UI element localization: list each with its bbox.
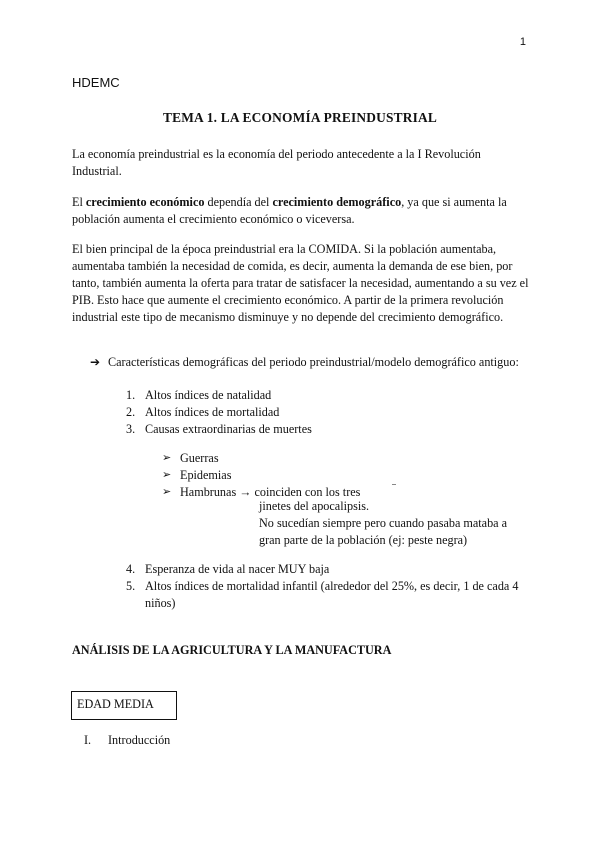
list-number: 2. bbox=[126, 405, 136, 419]
characteristics-item bbox=[90, 354, 540, 371]
arrow-bullet-icon: ➔ bbox=[90, 355, 101, 369]
arrowhead-bullet-icon: ➢ bbox=[162, 469, 172, 481]
text-run: El bbox=[72, 195, 86, 209]
list-text: Epidemias bbox=[180, 468, 232, 482]
list-text: Causas extraordinarias de muertes bbox=[145, 422, 312, 436]
intro-line: La economía preindustrial es la economía del periodo antecedente a la I Revolución bbox=[72, 147, 481, 161]
roman-text: Introducción bbox=[108, 733, 171, 747]
growth-paragraph bbox=[72, 194, 530, 228]
roman-numeral: I. bbox=[84, 733, 92, 747]
stray-mark bbox=[392, 484, 396, 485]
list-item bbox=[126, 387, 526, 404]
note-line: jinetes del apocalipsis. bbox=[259, 499, 369, 513]
food-paragraph bbox=[72, 241, 542, 326]
arrowhead-bullet-icon: ➢ bbox=[162, 486, 172, 498]
right-arrow-icon: → bbox=[239, 485, 252, 499]
arrowhead-bullet-icon: ➢ bbox=[162, 452, 172, 464]
food-line: industrial este tipo de mecanismo disminuye y no depende del crecimiento demográfico. bbox=[72, 310, 504, 324]
growth-line bbox=[72, 194, 530, 211]
document-code: HDEMC bbox=[72, 75, 120, 90]
hambrunas-note: coinciden con los tres bbox=[254, 485, 361, 499]
intro-line: Industrial. bbox=[72, 164, 122, 178]
text-run: , ya que si aumenta la bbox=[401, 195, 507, 209]
food-line: PIB. Esto hace que aumente el crecimiento económico. A partir de la primera revolución bbox=[72, 293, 504, 307]
characteristics-label: Características demográficas del periodo preindustrial/modelo demográfico antiguo: bbox=[108, 355, 519, 369]
list-text: Altos índices de mortalidad infantil (alrededor del 25%, es decir, 1 de cada 4 bbox=[145, 579, 519, 593]
food-line: aumentaba también la necesidad de comida, es decir, aumenta la demanda de ese bien, por bbox=[72, 259, 513, 273]
food-line: tanto, también aumenta la oferta para tratar de satisfacer la necesidad, aumentando a su vez el bbox=[72, 276, 529, 290]
food-line: El bien principal de la época preindustrial era la COMIDA. Si la población aumentaba, bbox=[72, 242, 497, 256]
hambrunas-note-continued bbox=[259, 498, 519, 549]
note-line: No sucedían siempre pero cuando pasaba mataba a bbox=[259, 516, 508, 530]
list-item bbox=[162, 467, 522, 484]
list-text: Esperanza de vida al nacer MUY baja bbox=[145, 562, 330, 576]
list-number: 3. bbox=[126, 422, 136, 436]
list-text: Altos índices de mortalidad bbox=[145, 405, 280, 419]
text-run: dependía del bbox=[204, 195, 273, 209]
bold-term: crecimiento económico bbox=[85, 195, 205, 209]
list-item bbox=[162, 450, 522, 467]
growth-line: población aumenta el crecimiento económico o viceversa. bbox=[72, 212, 355, 226]
list-text: Guerras bbox=[180, 451, 219, 465]
list-text: Altos índices de natalidad bbox=[145, 388, 272, 402]
section-heading: ANÁLISIS DE LA AGRICULTURA Y LA MANUFACTURA bbox=[72, 643, 392, 657]
list-text: niños) bbox=[145, 596, 176, 610]
bold-term: crecimiento demográfico bbox=[272, 195, 402, 209]
note-line: gran parte de la población (ej: peste negra) bbox=[259, 533, 468, 547]
numbered-list bbox=[126, 387, 526, 438]
list-text: Hambrunas bbox=[180, 485, 237, 499]
roman-list-item bbox=[84, 732, 170, 749]
list-number: 1. bbox=[126, 388, 136, 402]
list-item bbox=[126, 404, 526, 421]
list-item bbox=[126, 578, 526, 612]
edad-media-box bbox=[71, 691, 177, 720]
numbered-list-continued bbox=[126, 561, 526, 612]
list-number: 5. bbox=[126, 579, 136, 593]
list-item bbox=[126, 421, 526, 438]
list-item bbox=[126, 561, 526, 578]
causes-list bbox=[162, 450, 522, 501]
intro-paragraph bbox=[72, 146, 530, 180]
page-number: 1 bbox=[519, 36, 526, 48]
page-title: TEMA 1. LA ECONOMÍA PREINDUSTRIAL bbox=[162, 110, 438, 125]
list-number: 4. bbox=[126, 562, 136, 576]
box-label: EDAD MEDIA bbox=[77, 697, 154, 711]
